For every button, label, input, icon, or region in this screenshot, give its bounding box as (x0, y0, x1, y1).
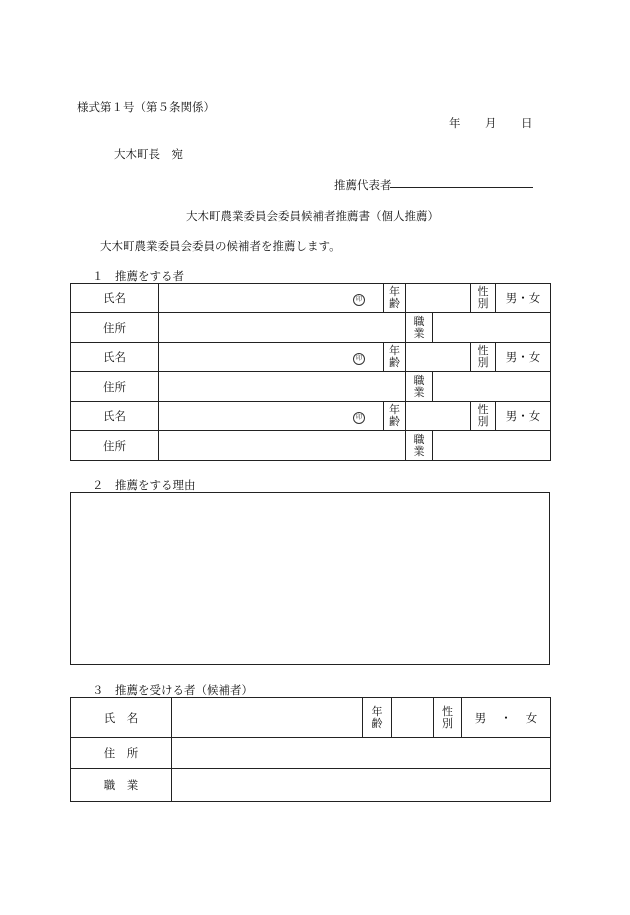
sex-options[interactable]: 男・女 (496, 284, 551, 313)
candidate-address-label: 住 所 (71, 738, 172, 769)
candidate-job-row (71, 769, 551, 802)
candidate-job-field[interactable] (172, 769, 551, 802)
representative-signature-line[interactable] (390, 187, 533, 188)
addressee: 大木町長 宛 (114, 147, 183, 161)
reason-textarea[interactable] (70, 492, 550, 665)
job-field[interactable] (433, 431, 551, 461)
address-field[interactable] (159, 313, 406, 343)
name-label: 氏名 (71, 343, 159, 372)
recommender-2-address-row (71, 372, 551, 402)
age-label: 年 齢 (384, 343, 406, 372)
name-label: 氏名 (71, 402, 159, 431)
name-field[interactable] (159, 284, 384, 313)
sex-dot: ・ (500, 710, 512, 725)
sex-options[interactable]: 男・女 (496, 343, 551, 372)
candidate-sex-options[interactable] (462, 698, 551, 738)
seal-icon: 印 (353, 353, 365, 365)
section2-heading: ２ 推薦をする理由 (92, 478, 196, 492)
address-label: 住所 (71, 313, 159, 343)
candidate-address-row (71, 738, 551, 769)
candidate-age-label: 年 齢 (363, 698, 392, 738)
candidate-table (70, 697, 551, 802)
address-label: 住所 (71, 431, 159, 461)
seal-icon: 印 (353, 412, 365, 424)
age-field[interactable] (406, 343, 471, 372)
candidate-age-field[interactable] (392, 698, 434, 738)
candidate-name-field[interactable] (172, 698, 363, 738)
candidate-address-field[interactable] (172, 738, 551, 769)
seal-icon: 印 (353, 294, 365, 306)
name-field[interactable] (159, 343, 384, 372)
section1-heading: １ 推薦をする者 (92, 269, 184, 283)
address-field[interactable] (159, 431, 406, 461)
address-field[interactable] (159, 372, 406, 402)
sex-label: 性 別 (471, 343, 496, 372)
section3-heading: ３ 推薦を受ける者（候補者） (92, 683, 253, 697)
recommender-3-name-row (71, 402, 551, 431)
job-field[interactable] (433, 313, 551, 343)
job-label: 職 業 (406, 372, 433, 402)
date-month-label: 月 (485, 116, 497, 130)
recommender-2-name-row (71, 343, 551, 372)
candidate-job-label: 職 業 (71, 769, 172, 802)
age-label: 年 齢 (384, 284, 406, 313)
date-day-label: 日 (521, 116, 533, 130)
sex-male: 男 (474, 710, 487, 725)
form-number: 様式第１号（第５条関係） (77, 100, 215, 114)
job-field[interactable] (433, 372, 551, 402)
representative-label: 推薦代表者 (334, 178, 392, 192)
sex-label: 性 別 (471, 284, 496, 313)
recommender-table (70, 283, 551, 461)
candidate-name-row (71, 698, 551, 738)
sex-female: 女 (525, 710, 538, 725)
sex-options[interactable]: 男・女 (496, 402, 551, 431)
recommender-1-name-row (71, 284, 551, 313)
job-label: 職 業 (406, 313, 433, 343)
name-field[interactable] (159, 402, 384, 431)
job-label: 職 業 (406, 431, 433, 461)
intro-text: 大木町農業委員会委員の候補者を推薦します。 (100, 239, 341, 253)
name-label: 氏名 (71, 284, 159, 313)
age-field[interactable] (406, 402, 471, 431)
candidate-sex-label: 性 別 (434, 698, 462, 738)
age-field[interactable] (406, 284, 471, 313)
sex-label: 性 別 (471, 402, 496, 431)
candidate-name-label: 氏 名 (71, 698, 172, 738)
age-label: 年 齢 (384, 402, 406, 431)
document-title: 大木町農業委員会委員候補者推薦書（個人推薦） (186, 209, 439, 223)
date-year-label: 年 (449, 116, 461, 130)
recommender-3-address-row (71, 431, 551, 461)
recommender-1-address-row (71, 313, 551, 343)
address-label: 住所 (71, 372, 159, 402)
